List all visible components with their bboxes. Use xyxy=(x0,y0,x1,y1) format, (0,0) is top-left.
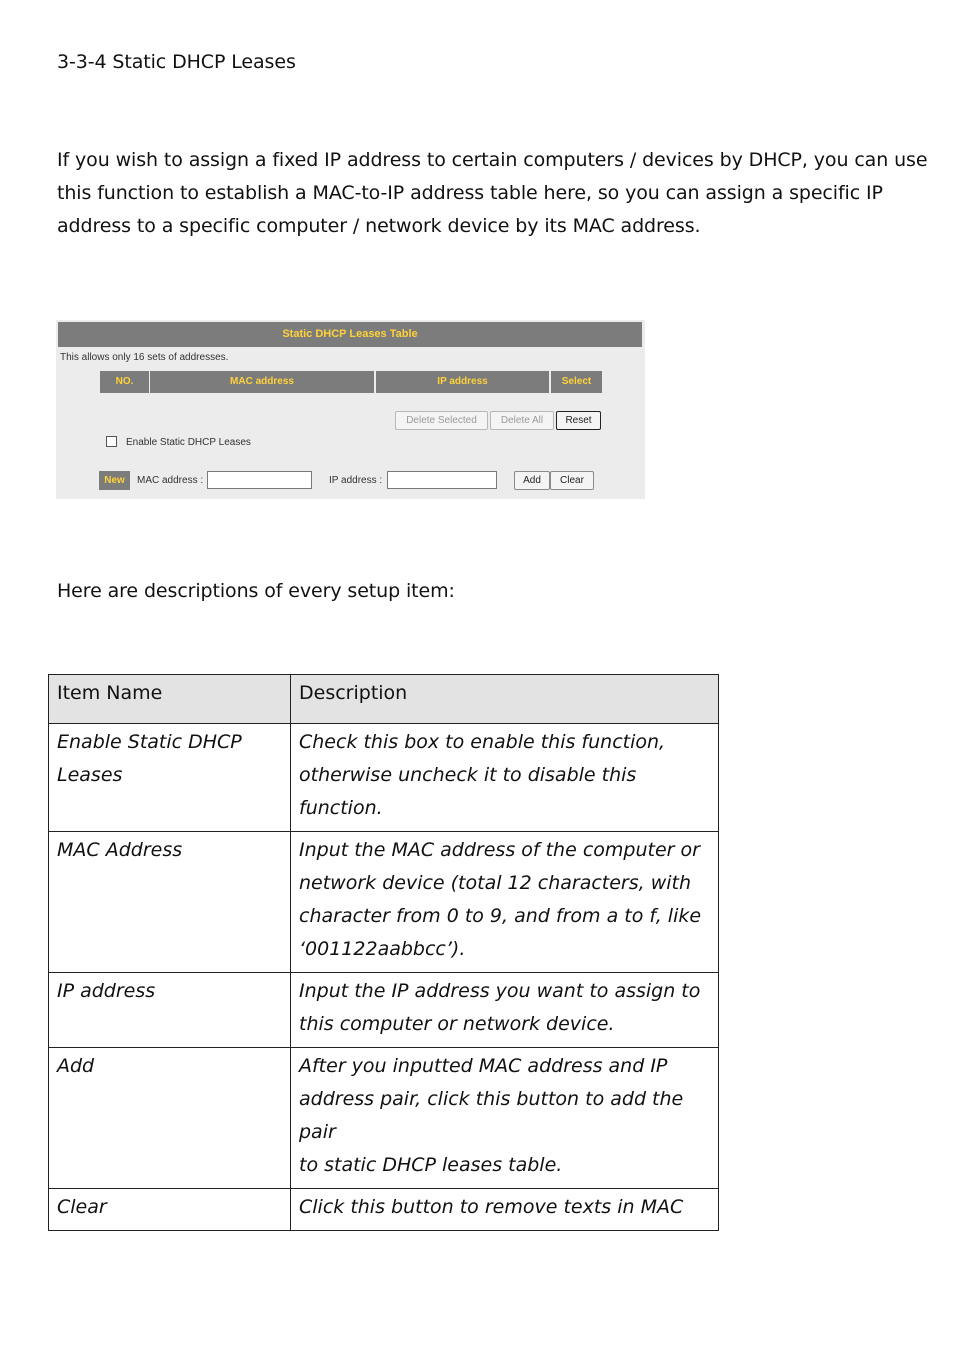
description-cell xyxy=(291,832,719,973)
item-name-cell xyxy=(49,832,291,973)
table-row xyxy=(49,832,719,973)
item-name-cell xyxy=(49,724,291,832)
item-name-cell xyxy=(49,1048,291,1189)
cell-line: Click this button to remove texts in MAC xyxy=(299,1196,684,1218)
cell-line: MAC Address xyxy=(57,839,183,861)
table-row xyxy=(49,1048,719,1189)
enable-static-dhcp-checkbox[interactable] xyxy=(106,436,117,447)
header-item-name: Item Name xyxy=(49,675,291,724)
ip-address-input[interactable] xyxy=(387,471,497,489)
reset-button[interactable]: Reset xyxy=(556,411,601,430)
table-row xyxy=(49,724,719,832)
delete-selected-button[interactable]: Delete Selected xyxy=(395,411,488,430)
column-header-no: NO. xyxy=(100,371,149,393)
mac-address-input[interactable] xyxy=(207,471,312,489)
table-header-row xyxy=(49,675,719,724)
panel-title: Static DHCP Leases Table xyxy=(58,322,642,347)
cell-line: this computer or network device. xyxy=(299,1013,615,1035)
table-row xyxy=(49,973,719,1048)
intro-line: If you wish to assign a fixed IP address to certain computers / devices by DHCP, you can use xyxy=(57,149,928,171)
mac-address-label: MAC address : xyxy=(137,475,204,486)
cell-line: IP address xyxy=(57,980,156,1002)
cell-line: Clear xyxy=(57,1196,107,1218)
cell-line: Leases xyxy=(57,764,123,786)
cell-line: Input the MAC address of the computer or xyxy=(299,839,700,861)
cell-line: Enable Static DHCP xyxy=(57,731,242,753)
section-heading: 3-3-4 Static DHCP Leases xyxy=(57,51,296,73)
cell-line: otherwise uncheck it to disable this function. xyxy=(299,764,637,819)
table-row xyxy=(49,1189,719,1231)
description-cell xyxy=(291,1189,719,1231)
setup-items-table xyxy=(48,674,719,1231)
cell-line: character from 0 to 9, and from a to f, like xyxy=(299,905,702,927)
intro-line: this function to establish a MAC-to-IP address table here, so you can assign a specific IP xyxy=(57,182,883,204)
cell-line: After you inputted MAC address and IP xyxy=(299,1055,668,1077)
cell-line: Check this box to enable this function, xyxy=(299,731,666,753)
cell-line: network device (total 12 characters, with xyxy=(299,872,692,894)
static-dhcp-panel xyxy=(56,320,645,499)
description-cell xyxy=(291,1048,719,1189)
item-name-cell xyxy=(49,1189,291,1231)
address-limit-note: This allows only 16 sets of addresses. xyxy=(60,352,229,363)
cell-line: address pair, click this button to add the pair xyxy=(299,1088,684,1143)
column-header-select: Select xyxy=(551,371,602,393)
add-button[interactable]: Add xyxy=(514,471,550,490)
cell-line: to static DHCP leases table. xyxy=(299,1154,563,1176)
new-entry-badge: New xyxy=(99,471,130,490)
intro-line: address to a specific computer / network device by its MAC address. xyxy=(57,215,701,237)
intro-paragraph xyxy=(57,144,928,243)
setup-items-intro: Here are descriptions of every setup item: xyxy=(57,580,455,602)
column-header-mac: MAC address xyxy=(150,371,374,393)
item-name-cell xyxy=(49,973,291,1048)
cell-line: ‘001122aabbcc’). xyxy=(299,938,466,960)
ip-address-label: IP address : xyxy=(329,475,383,486)
description-cell xyxy=(291,724,719,832)
cell-line: Add xyxy=(57,1055,95,1077)
column-header-ip: IP address xyxy=(376,371,549,393)
cell-line: Input the IP address you want to assign to xyxy=(299,980,701,1002)
enable-static-dhcp-label: Enable Static DHCP Leases xyxy=(126,437,251,448)
delete-all-button[interactable]: Delete All xyxy=(490,411,554,430)
clear-button[interactable]: Clear xyxy=(550,471,594,490)
header-description: Description xyxy=(291,675,719,724)
description-cell xyxy=(291,973,719,1048)
